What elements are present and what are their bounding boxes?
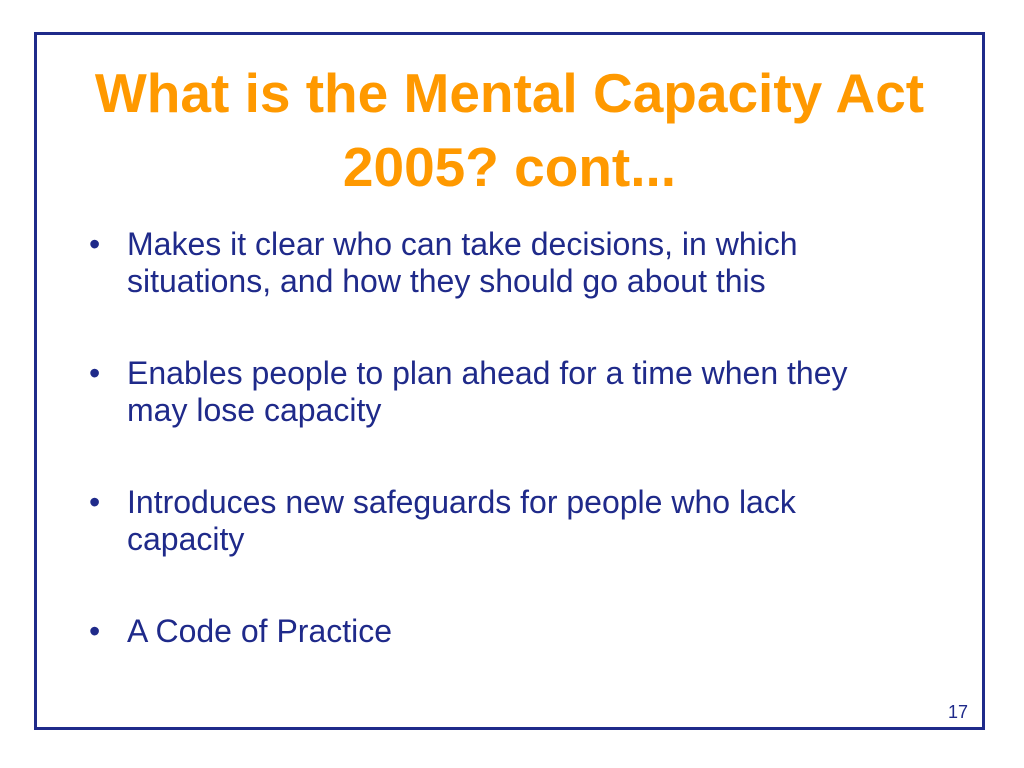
bullet-text: Introduces new safeguards for people who lack capacity (127, 484, 796, 557)
bullet-item (89, 613, 909, 650)
bullet-text: Enables people to plan ahead for a time when they may lose capacity (127, 355, 848, 428)
bullet-list (89, 226, 909, 650)
slide-title: What is the Mental Capacity Act 2005? cont... (94, 62, 925, 198)
bullet-icon: • (89, 226, 101, 262)
bullet-text: A Code of Practice (127, 613, 393, 649)
bullet-icon: • (89, 613, 101, 649)
bullet-item (89, 484, 909, 558)
bullet-item (89, 355, 909, 429)
bullet-icon: • (89, 355, 101, 391)
bullet-text: Makes it clear who can take decisions, in which situations, and how they should go about this (127, 226, 798, 299)
bullet-item (89, 226, 909, 300)
slide-frame (34, 32, 985, 730)
bullet-icon: • (89, 484, 101, 520)
slide-number: 17 (947, 702, 968, 722)
